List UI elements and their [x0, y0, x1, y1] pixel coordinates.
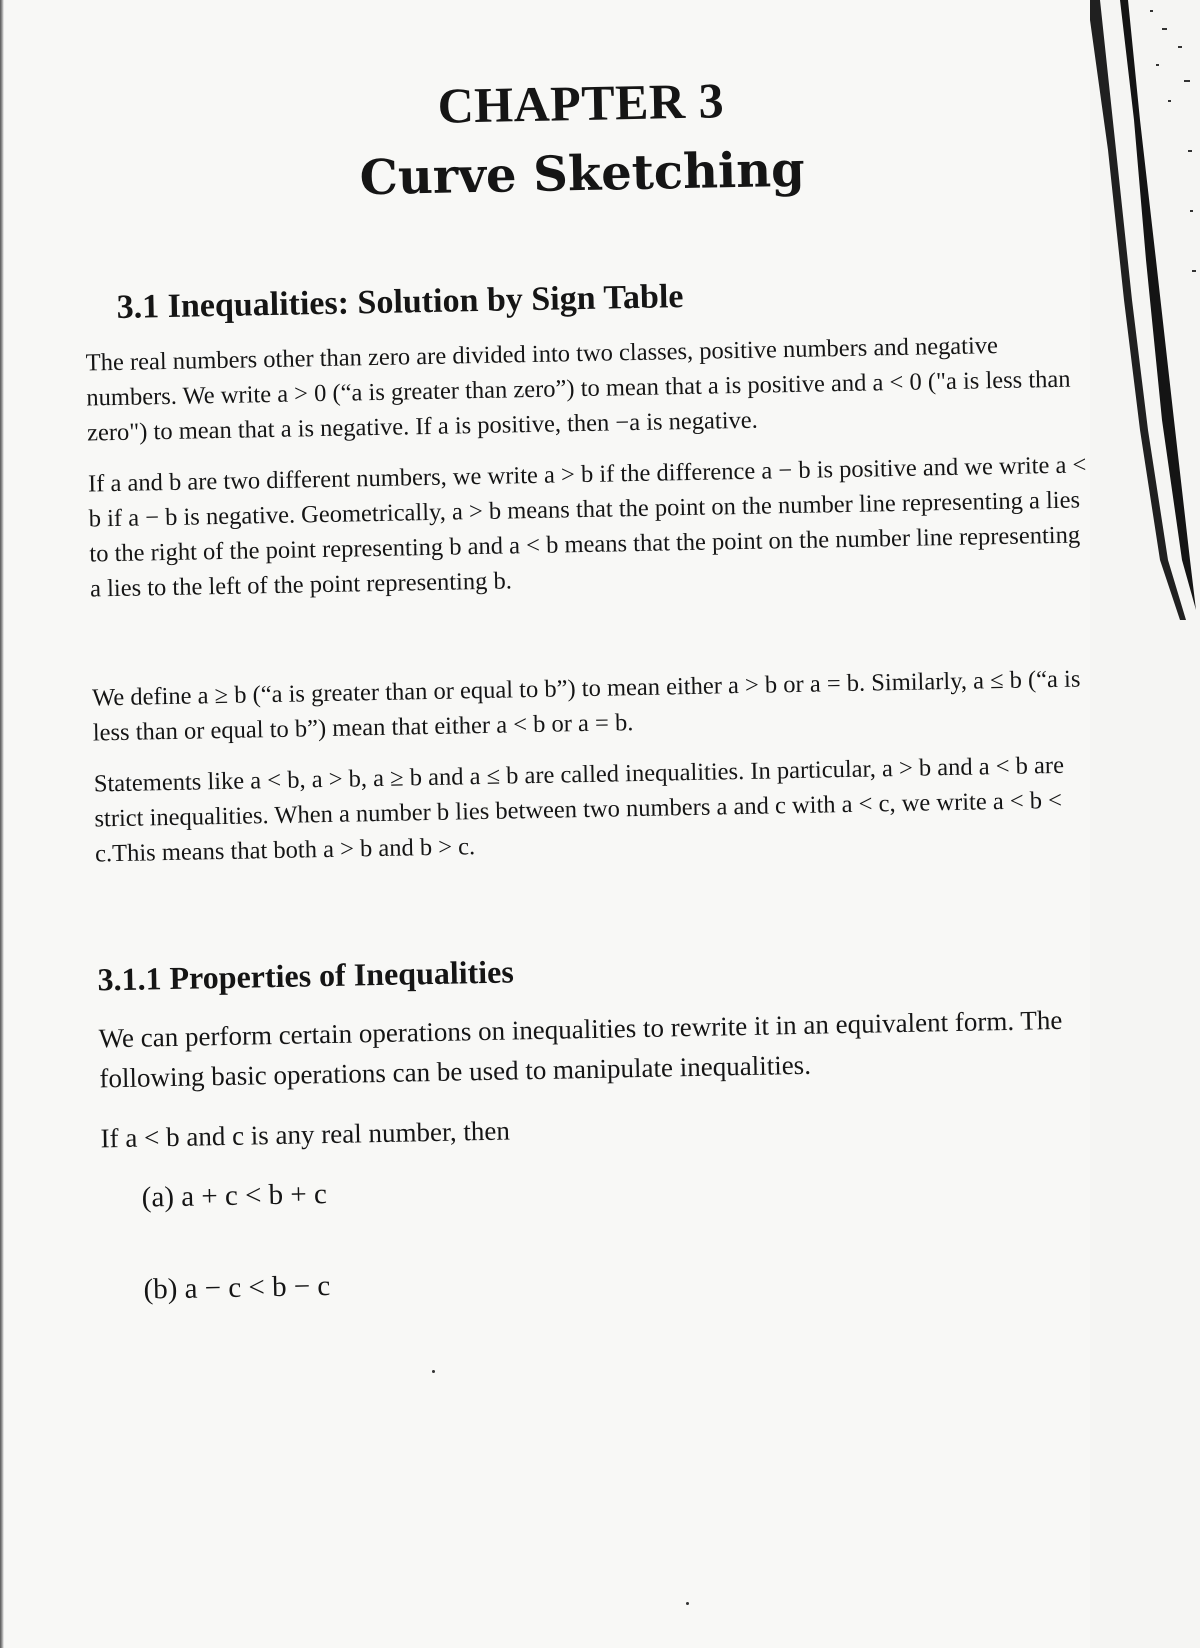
speck: [686, 1602, 689, 1605]
spacer: [96, 868, 1097, 933]
list-item-a: (a) a + c < b + c: [141, 1178, 328, 1214]
paragraph-6: If a < b and c is any real number, then: [100, 1115, 511, 1154]
subsection-heading: 3.1.1 Properties of Inequalities: [97, 953, 515, 998]
chapter-label: CHAPTER 3: [437, 72, 725, 134]
section-heading: 3.1 Inequalities: Solution by Sign Table: [116, 278, 684, 326]
paragraph-4: Statements like a < b, a > b, a ≥ b and a ≤ b are called inequalities. In particular, a > b and a < b are strict inequalities. When a number b lies between two numbers a and c with a < c, we write a < b < c.This means that both a > b and b > c.: [93, 751, 1065, 868]
page-edge-shadow: [0, 0, 4, 1648]
speck: [432, 1370, 435, 1373]
page-content: [80, 50, 1104, 1310]
book-binding-shadow: [1090, 0, 1200, 1648]
paragraph-3: We define a ≥ b (“a is greater than or equal to b”) to mean either a > b or a = b. Similarly, a ≤ b (“a is less than or equal to b”) mean that either a < b or a = b.: [91, 665, 1081, 747]
chapter-title: Curve Sketching: [359, 141, 806, 207]
list-item-b: (b) a − c < b − c: [143, 1270, 331, 1306]
paragraph-2: If a and b are two different numbers, we write a > b if the difference a − b is positive and we write a < b if a − b is negative. Geometrically, a > b means that the point on the number line representing a lies to the right of the point representing b and a < b means that the point on the number line representing a lies to the left of the point representing b.: [87, 451, 1087, 603]
paragraph-1: The real numbers other than zero are divided into two classes, positive numbers and negative numbers. We write a > 0 (“a is greater than zero”) to mean that a is positive and a < 0 ("a is less than zero") to mean that a is negative. If a is positive, then −a is negative.: [85, 332, 1071, 447]
paragraph-5: We can perform certain operations on inequalities to rewrite it in an equivalent form. The following basic operations can be used to manipulate inequalities.: [98, 1004, 1063, 1094]
